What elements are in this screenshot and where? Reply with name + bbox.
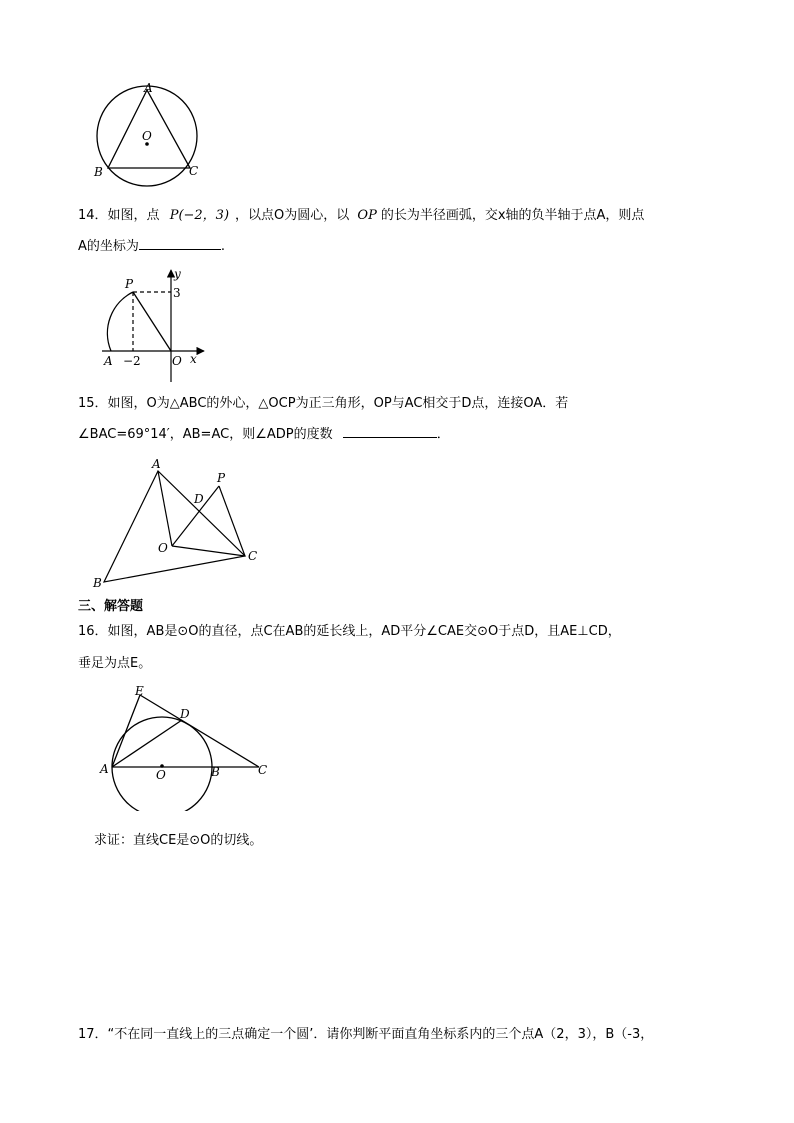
label-c: C [258,763,268,777]
segment-pc [219,486,245,556]
q16-line2 [78,655,151,673]
q14-number: 14． [78,208,108,223]
circle-o [112,717,212,811]
line-ec [140,695,259,767]
figure-q15 [88,454,268,590]
line-ad [112,720,182,767]
q14-line1 [78,207,644,225]
label-a: A [104,354,113,368]
q17-line1 [78,1026,653,1044]
label-c: C [189,164,199,178]
label-p: P [217,471,226,485]
label-neg2: −2 [123,354,141,368]
label-d: D [194,492,204,506]
label-o: O [156,768,166,782]
q15-text3: ． [436,427,450,442]
line-ae [112,695,140,767]
q14-op: OP [357,208,377,223]
label-a: A [152,457,161,471]
q14-text5: . [220,239,226,254]
figure-q13 [88,82,228,194]
label-3: 3 [173,286,181,300]
figure-q16 [98,683,278,811]
q14-answer-blank[interactable] [139,238,221,250]
label-x: x [190,352,197,366]
section-title-3: 三、解答题 [78,599,144,614]
label-b: B [93,576,102,590]
segment-oc [172,546,245,556]
q17-text1: “不在同一直线上的三点确定一个圆’．请你判断平面直角坐标系内的三个点A（2，3），B（-3， [107,1027,654,1042]
arc-pa [107,292,133,351]
label-o: O [142,129,152,143]
label-b: B [211,765,220,779]
q15-line1 [78,395,568,413]
q15-answer-blank[interactable] [343,426,437,438]
figure-q14 [98,266,213,386]
q14-text3: 的长为半径画弧，交x轴的负半轴于点A，则点 [380,208,645,223]
label-a: A [144,82,153,95]
triangle-abc [104,471,245,582]
q14-text2: ，以点O为圆心，以 [235,208,350,223]
label-o: O [172,354,182,368]
q14-line2 [78,238,225,256]
label-a: A [100,762,109,776]
q16-number: 16． [78,624,108,639]
q16-proof-prompt: 求证：直线CE是⊙O的切线。 [94,833,263,848]
q16-line1 [78,623,621,641]
label-y: y [174,267,181,281]
q14-point-p: P(−2，3) [169,208,230,223]
q14-text1: 如图，点 [107,208,160,223]
label-p: P [125,277,134,291]
q15-text1: 如图，O为△ABC的外心，△OCP为正三角形，OP与AC相交于D点，连接OA．若 [107,396,569,411]
label-e: E [135,684,144,698]
label-b: B [94,165,103,179]
label-o: O [158,541,168,555]
q17-number: 17． [78,1027,108,1042]
label-d: D [180,707,190,721]
q16-text2: 垂足为点E。 [78,656,152,671]
q14-text4: A的坐标为 [78,239,139,254]
q15-line2 [78,426,450,444]
segment-op [133,292,171,351]
q15-number: 15． [78,396,108,411]
q15-text2: ∠BAC=69°14′，AB=AC，则∠ADP的度数 [78,427,333,442]
q16-text1: 如图，AB是⊙O的直径，点C在AB的延长线上，AD平分∠CAE交⊙O于点D，且AE⊥CD， [107,624,621,639]
label-c: C [248,549,258,563]
